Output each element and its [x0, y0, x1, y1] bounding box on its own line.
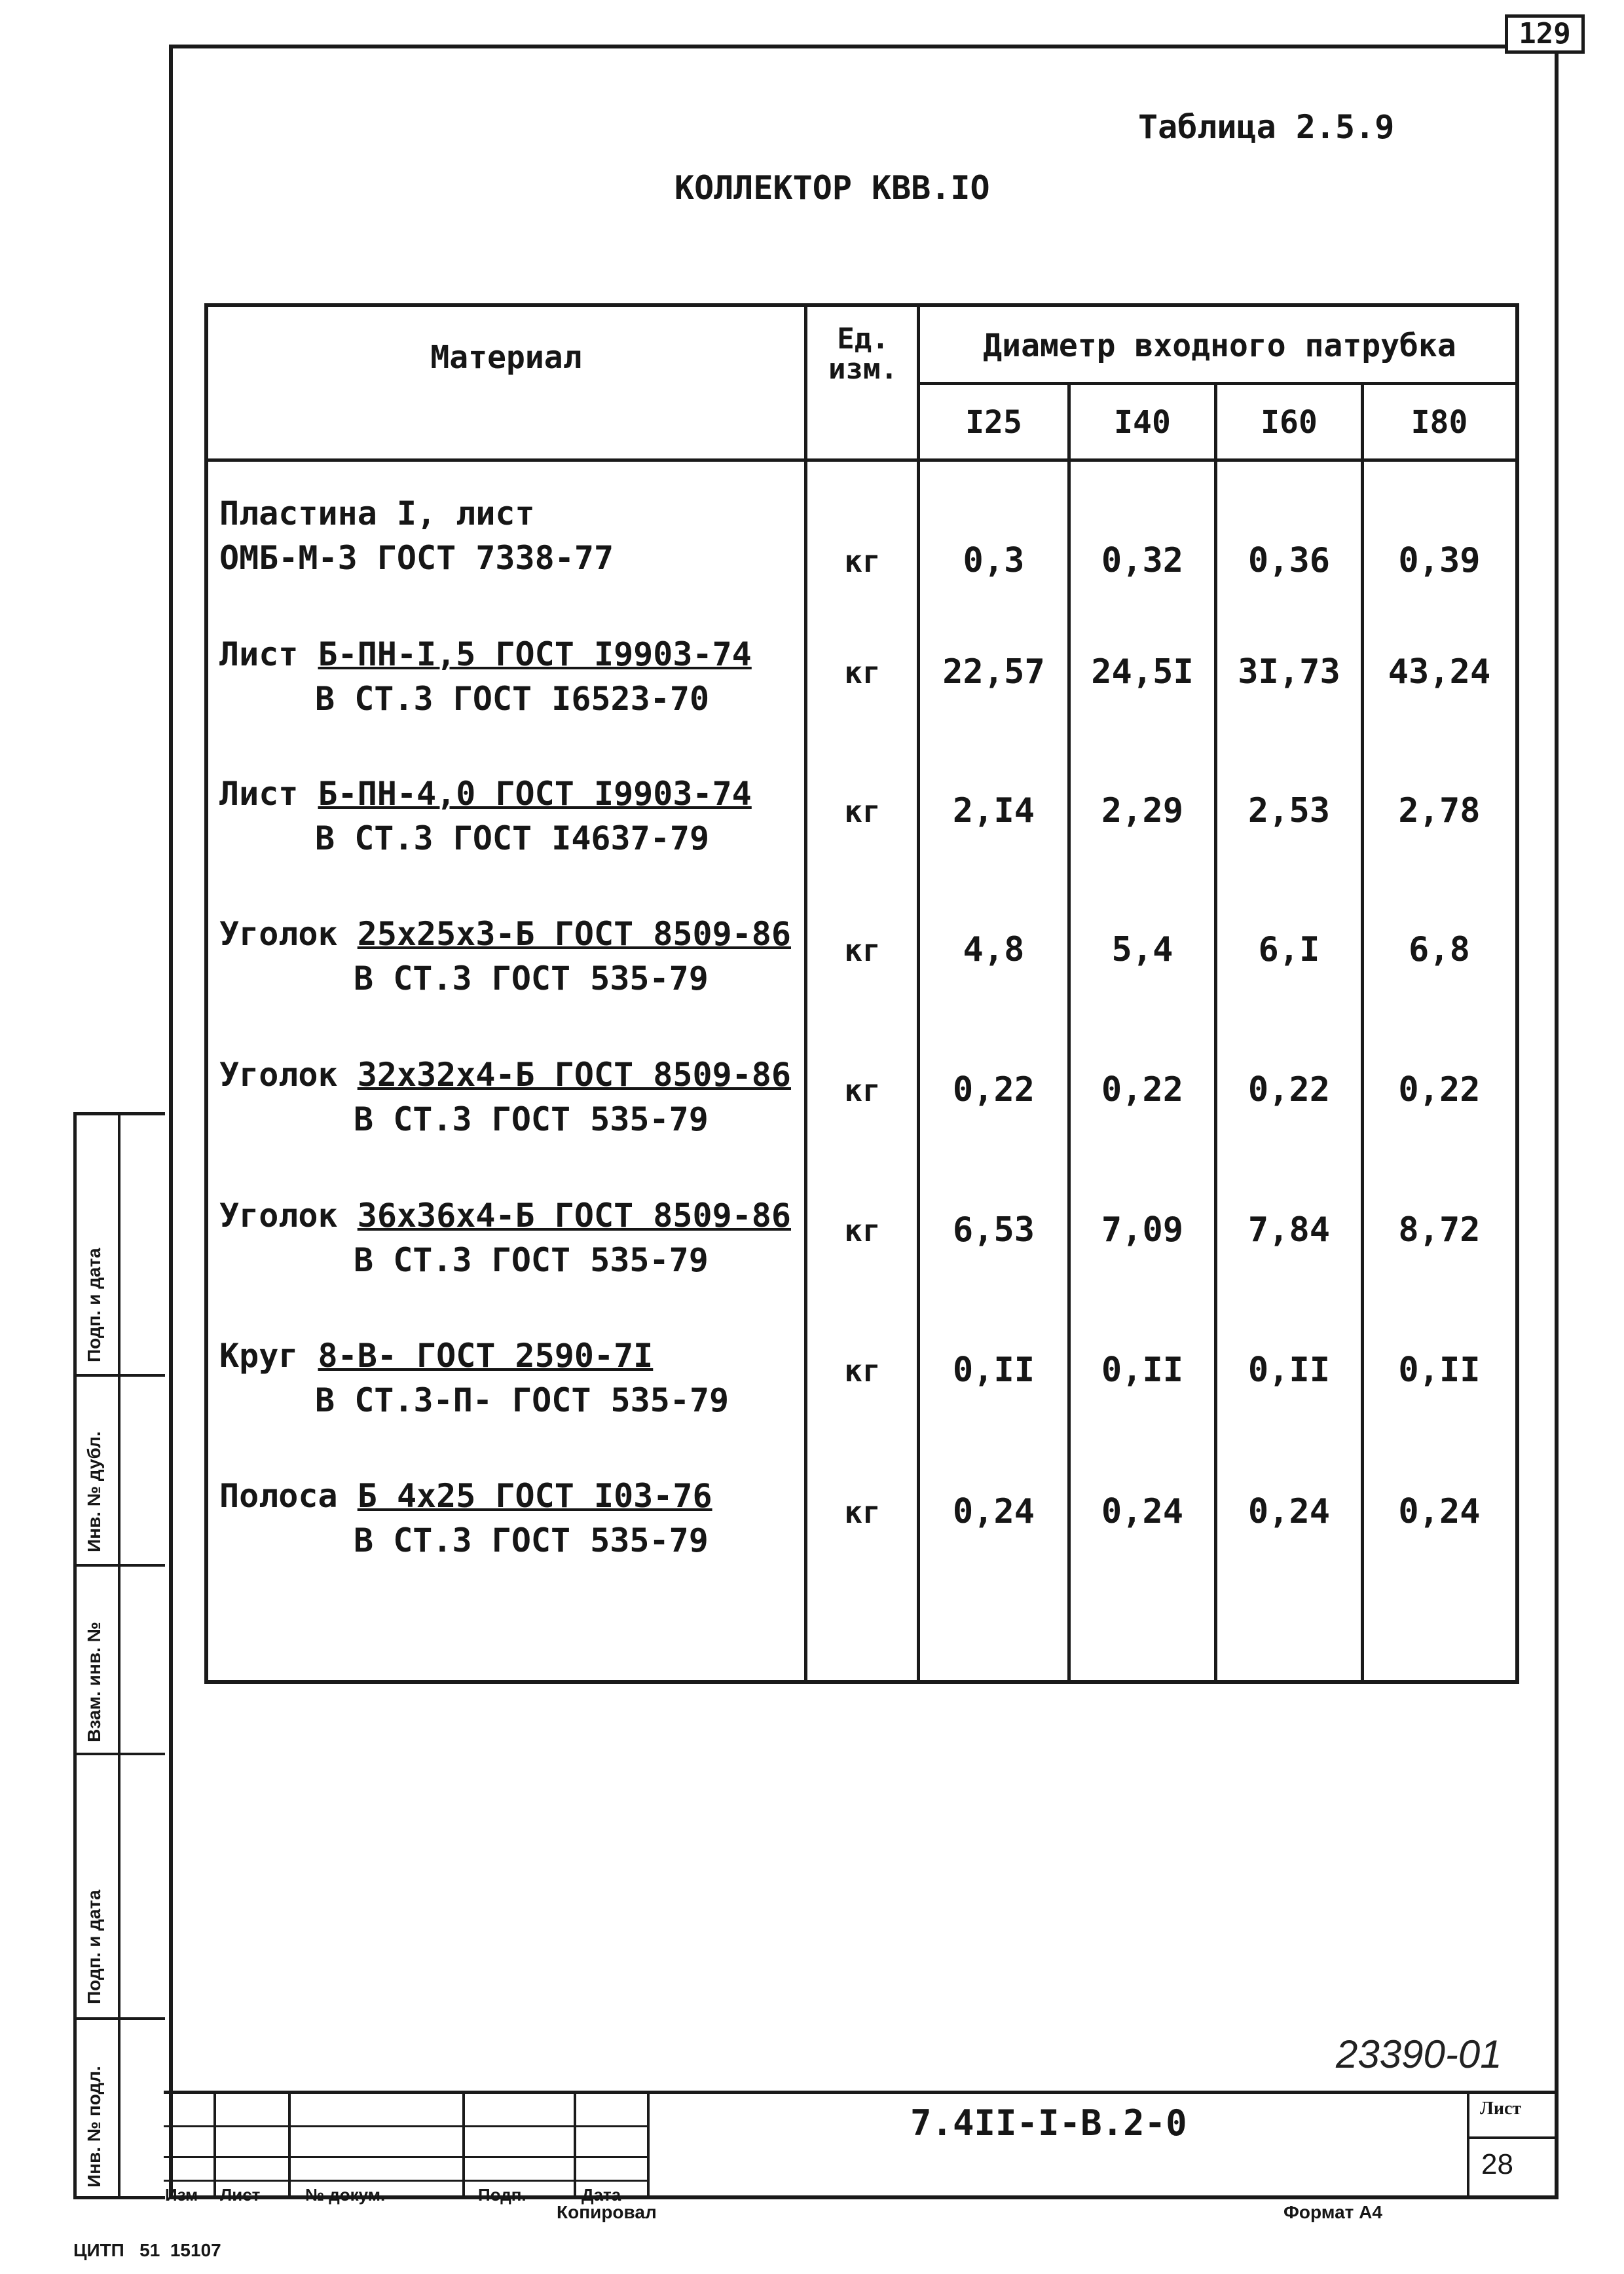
row-value: 5,4 [1111, 930, 1173, 969]
row-value: 24,5I [1091, 652, 1194, 692]
row-value: 43,24 [1388, 652, 1491, 692]
header-diameter: Диаметр входного патрубка [983, 327, 1456, 364]
tb-label-date: Дата [581, 2185, 621, 2205]
row-material-prefix: Уголок [219, 915, 338, 953]
row-material-line2: В СТ.3 ГОСТ I4637-79 [315, 819, 710, 857]
row-material-spec: 25х25х3-Б ГОСТ 8509-86 [357, 915, 791, 953]
row-unit: кг [844, 1073, 881, 1108]
tb-label-doc: № докум. [305, 2185, 386, 2205]
row-unit: кг [844, 544, 881, 579]
tb-label-izm: Изм [165, 2185, 198, 2205]
row-material-prefix: Уголок [219, 1197, 338, 1235]
row-value: 0,32 [1101, 541, 1184, 580]
row-material-line2: В СТ.3-П- ГОСТ 535-79 [315, 1381, 729, 1419]
row-material-spec: 36х36х4-Б ГОСТ 8509-86 [357, 1197, 791, 1235]
title-block-col [574, 2091, 576, 2199]
header-diameter-125: I25 [965, 404, 1022, 441]
tb-label-sign: Подп. [478, 2185, 526, 2205]
title-block-col [462, 2091, 465, 2199]
side-stamp-divider [118, 1112, 120, 2199]
sheet-corner-number: 129 [1505, 14, 1585, 54]
row-value: 2,I4 [952, 791, 1035, 830]
row-material-spec: 8-В- ГОСТ 2590-7I [318, 1337, 654, 1375]
row-value: 6,8 [1409, 930, 1470, 969]
row-unit: кг [844, 1495, 881, 1530]
row-material [219, 1053, 791, 1142]
column-line [917, 303, 920, 1684]
row-value: 3I,73 [1238, 652, 1340, 692]
row-value: 2,78 [1398, 791, 1481, 830]
header-divider [917, 382, 1519, 385]
row-material-prefix: Лист [219, 635, 299, 673]
row-material-spec: 32х32х4-Б ГОСТ 8509-86 [357, 1056, 791, 1094]
row-material-spec: Б 4х25 ГОСТ I03-76 [357, 1477, 712, 1515]
header-diameter-140: I40 [1114, 404, 1171, 441]
row-unit: кг [844, 794, 881, 829]
row-material-prefix: Лист [219, 775, 299, 813]
side-stamp-line [73, 2017, 165, 2020]
document-code: 7.4II-I-В.2-0 [910, 2102, 1187, 2144]
row-material-line2: ОМБ-М-3 ГОСТ 7338-77 [219, 539, 614, 577]
row-material-spec: Б-ПН-4,0 ГОСТ I9903-74 [318, 775, 752, 813]
row-value: 0,24 [1101, 1492, 1184, 1531]
sheet-number: 28 [1481, 2148, 1513, 2180]
row-value: 2,53 [1247, 791, 1331, 830]
row-value: 7,84 [1247, 1210, 1331, 1250]
row-unit: кг [844, 933, 881, 968]
row-value: 0,II [952, 1351, 1035, 1390]
header-material: Материал [430, 339, 582, 376]
row-value: 0,22 [1398, 1070, 1481, 1109]
row-material-line2: В СТ.3 ГОСТ 535-79 [354, 1100, 709, 1138]
side-stamp-label: Подп. и дата [84, 1890, 104, 2004]
sheet-label: Лист [1480, 2098, 1522, 2119]
row-material [219, 1474, 712, 1563]
row-material-prefix: Полоса [219, 1477, 338, 1515]
print-mark: ЦИТП 51 15107 [73, 2240, 221, 2260]
side-stamp-line [73, 1374, 165, 1377]
row-value: 0,24 [1247, 1492, 1331, 1531]
inventory-number: 23390-01 [1336, 2032, 1502, 2076]
row-value: 0,36 [1247, 541, 1331, 580]
row-material-line2: В СТ.3 ГОСТ 535-79 [354, 1241, 709, 1279]
row-value: 0,II [1101, 1351, 1184, 1390]
row-material-line2: В СТ.3 ГОСТ 535-79 [354, 1521, 709, 1559]
tb-label-list: Лист [220, 2185, 261, 2205]
format-label: Формат А4 [1283, 2202, 1382, 2222]
header-unit-line1: Ед. [837, 322, 889, 356]
title-block-col [647, 2091, 650, 2199]
row-material [219, 491, 614, 580]
side-stamp-label: Инв. № дубл. [84, 1431, 104, 1552]
page-title: КОЛЛЕКТОР КВВ.IO [674, 169, 990, 207]
title-block-line [1467, 2136, 1559, 2139]
row-unit: кг [844, 1213, 881, 1248]
row-value: 0,II [1247, 1351, 1331, 1390]
row-material-line1: Пластина I, лист [219, 494, 535, 532]
row-value: 4,8 [963, 930, 1025, 969]
row-value: 0,II [1398, 1351, 1481, 1390]
row-value: 7,09 [1101, 1210, 1184, 1250]
row-material-spec: Б-ПН-I,5 ГОСТ I9903-74 [318, 635, 752, 673]
title-block-col [288, 2091, 291, 2199]
header-unit-line2: изм. [828, 352, 898, 386]
row-unit: кг [844, 655, 881, 690]
table-label: Таблица 2.5.9 [1138, 108, 1395, 146]
side-stamp-line [73, 1564, 165, 1567]
row-value: 8,72 [1398, 1210, 1481, 1250]
side-stamp-line [73, 1753, 165, 1755]
row-material [219, 1333, 729, 1423]
row-material [219, 912, 791, 1001]
side-stamp-label: Инв. № подл. [84, 2066, 104, 2188]
row-value: 22,57 [942, 652, 1045, 692]
row-value: 0,24 [1398, 1492, 1481, 1531]
title-block-col [213, 2091, 216, 2199]
side-stamp-label: Подп. и дата [84, 1248, 104, 1362]
row-material [219, 1193, 791, 1282]
row-material [219, 772, 752, 861]
header-diameter-180: I80 [1411, 404, 1468, 441]
row-material-prefix: Уголок [219, 1056, 338, 1094]
row-material [219, 632, 752, 721]
row-value: 2,29 [1101, 791, 1184, 830]
row-value: 0,22 [1247, 1070, 1331, 1109]
row-value: 0,22 [952, 1070, 1035, 1109]
row-material-prefix: Круг [219, 1337, 299, 1375]
row-material-line2: В СТ.3 ГОСТ 535-79 [354, 960, 709, 997]
row-value: 6,I [1258, 930, 1320, 969]
row-unit: кг [844, 1353, 881, 1389]
header-unit [809, 324, 917, 384]
header-bottom-line [204, 458, 1519, 462]
row-value: 0,24 [952, 1492, 1035, 1531]
title-block-top [164, 2091, 1559, 2094]
column-line [804, 303, 807, 1684]
row-value: 6,53 [952, 1210, 1035, 1250]
title-block-col [1467, 2091, 1469, 2199]
copied-label: Копировал [557, 2202, 657, 2222]
row-value: 0,39 [1398, 541, 1481, 580]
row-value: 0,3 [963, 541, 1025, 580]
row-material-line2: В СТ.3 ГОСТ I6523-70 [315, 680, 710, 718]
row-value: 0,22 [1101, 1070, 1184, 1109]
header-diameter-160: I60 [1261, 404, 1318, 441]
side-stamp-label: Взам. инв. № [84, 1622, 104, 1742]
